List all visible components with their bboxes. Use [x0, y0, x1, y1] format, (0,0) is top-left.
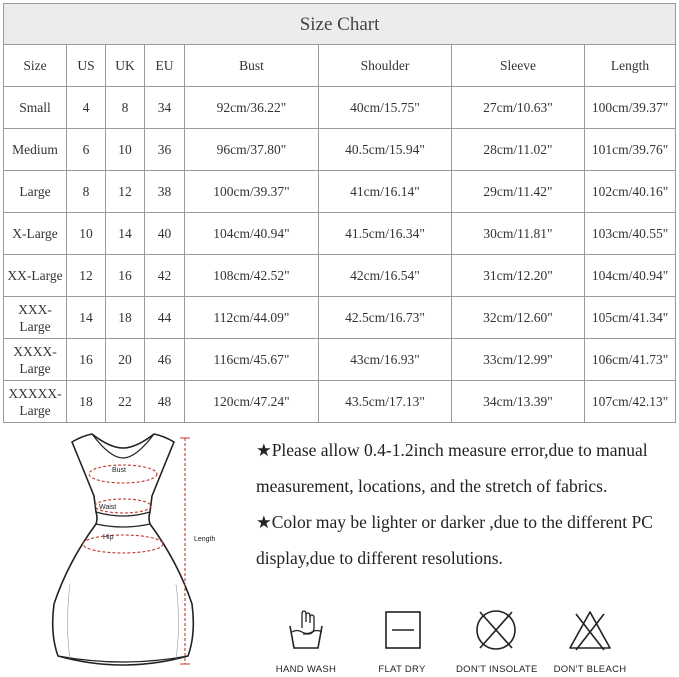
hand-wash-icon	[282, 606, 330, 654]
hip-marker	[83, 535, 163, 553]
table-row	[4, 213, 676, 255]
size-chart-title: Size Chart	[4, 4, 676, 45]
table-cell: 92cm/36.22"	[185, 87, 319, 129]
table-cell: 96cm/37.80"	[185, 129, 319, 171]
table-row	[4, 339, 676, 381]
dont-insolate-icon	[472, 606, 520, 654]
table-cell: 36	[145, 129, 185, 171]
column-header: Shoulder	[319, 45, 452, 87]
table-cell: 41.5cm/16.34"	[319, 213, 452, 255]
care-label: DON'T BLEACH	[553, 664, 627, 675]
table-cell: 43.5cm/17.13"	[319, 381, 452, 423]
bust-label: Bust	[112, 467, 127, 474]
table-cell: 32cm/12.60"	[452, 297, 585, 339]
waist-label: Waist	[99, 504, 117, 511]
table-cell: 16	[67, 339, 106, 381]
care-flat-dry	[362, 606, 442, 675]
table-row	[4, 87, 676, 129]
note-color: ★Color may be lighter or darker ,due to the different PC display,due to different resolutions.	[256, 512, 653, 568]
table-cell: 4	[67, 87, 106, 129]
notes	[256, 432, 676, 576]
table-row	[4, 297, 676, 339]
table-cell: 20	[106, 339, 145, 381]
size-chart-table	[3, 3, 676, 423]
table-cell: 31cm/12.20"	[452, 255, 585, 297]
table-cell: 46	[145, 339, 185, 381]
table-cell: 18	[106, 297, 145, 339]
care-label: FLAT DRY	[378, 664, 426, 675]
care-dont-bleach	[550, 606, 630, 675]
table-cell: 104cm/40.94"	[185, 213, 319, 255]
table-row	[4, 255, 676, 297]
table-cell: 103cm/40.55"	[585, 213, 676, 255]
table-cell: 14	[106, 213, 145, 255]
waist-band	[96, 512, 150, 516]
table-cell: XXXXX-Large	[4, 381, 67, 423]
column-header: US	[67, 45, 106, 87]
neckline	[92, 434, 154, 458]
length-label: Length	[194, 536, 216, 543]
care-dont-insolate	[456, 606, 536, 675]
column-header: Length	[585, 45, 676, 87]
table-row	[4, 381, 676, 423]
table-cell: 42.5cm/16.73"	[319, 297, 452, 339]
info-section	[0, 424, 679, 677]
table-cell: 12	[106, 171, 145, 213]
table-cell: 105cm/41.34"	[585, 297, 676, 339]
table-cell: 34	[145, 87, 185, 129]
table-cell: 44	[145, 297, 185, 339]
table-cell: 10	[67, 213, 106, 255]
table-cell: XXX-Large	[4, 297, 67, 339]
table-cell: 8	[106, 87, 145, 129]
table-cell: 16	[106, 255, 145, 297]
dress-measurement-diagram	[0, 424, 250, 677]
column-header: Bust	[185, 45, 319, 87]
table-cell: 100cm/39.37"	[585, 87, 676, 129]
table-cell: 104cm/40.94"	[585, 255, 676, 297]
hip-label: Hip	[103, 534, 114, 541]
column-header: UK	[106, 45, 145, 87]
care-instructions	[266, 606, 676, 676]
table-cell: 42	[145, 255, 185, 297]
column-header: EU	[145, 45, 185, 87]
table-cell: 120cm/47.24"	[185, 381, 319, 423]
table-cell: 41cm/16.14"	[319, 171, 452, 213]
care-label: HAND WASH	[275, 664, 337, 675]
table-cell: Large	[4, 171, 67, 213]
table-cell: 27cm/10.63"	[452, 87, 585, 129]
table-cell: 12	[67, 255, 106, 297]
table-cell: 107cm/42.13"	[585, 381, 676, 423]
table-cell: 40cm/15.75"	[319, 87, 452, 129]
column-header: Sleeve	[452, 45, 585, 87]
table-row	[4, 171, 676, 213]
header-row	[4, 45, 676, 87]
table-cell: 30cm/11.81"	[452, 213, 585, 255]
table-cell: 116cm/45.67"	[185, 339, 319, 381]
table-cell: 112cm/44.09"	[185, 297, 319, 339]
table-cell: 48	[145, 381, 185, 423]
waist-band-lower	[96, 524, 150, 527]
table-cell: 40	[145, 213, 185, 255]
table-cell: 14	[67, 297, 106, 339]
table-cell: 22	[106, 381, 145, 423]
table-cell: 18	[67, 381, 106, 423]
table-cell: 8	[67, 171, 106, 213]
table-cell: XXXX-Large	[4, 339, 67, 381]
table-cell: 43cm/16.93"	[319, 339, 452, 381]
flat-dry-icon	[378, 606, 426, 654]
table-cell: 40.5cm/15.94"	[319, 129, 452, 171]
care-label: DON'T INSOLATE	[456, 664, 538, 675]
table-cell: 6	[67, 129, 106, 171]
table-cell: 29cm/11.42"	[452, 171, 585, 213]
table-cell: 42cm/16.54"	[319, 255, 452, 297]
table-cell: 102cm/40.16"	[585, 171, 676, 213]
note-measure-error: ★Please allow 0.4-1.2inch measure error,due to manual measurement, locations, and the stretch of fabrics.	[256, 440, 648, 496]
table-cell: 34cm/13.39"	[452, 381, 585, 423]
table-cell: 28cm/11.02"	[452, 129, 585, 171]
table-row	[4, 129, 676, 171]
table-cell: 38	[145, 171, 185, 213]
dont-bleach-icon	[566, 606, 614, 654]
table-cell: X-Large	[4, 213, 67, 255]
column-header: Size	[4, 45, 67, 87]
table-cell: 101cm/39.76"	[585, 129, 676, 171]
table-cell: 106cm/41.73"	[585, 339, 676, 381]
care-hand-wash	[266, 606, 346, 675]
table-cell: Medium	[4, 129, 67, 171]
table-cell: 100cm/39.37"	[185, 171, 319, 213]
table-cell: 108cm/42.52"	[185, 255, 319, 297]
table-cell: 33cm/12.99"	[452, 339, 585, 381]
table-cell: Small	[4, 87, 67, 129]
table-cell: 10	[106, 129, 145, 171]
table-cell: XX-Large	[4, 255, 67, 297]
